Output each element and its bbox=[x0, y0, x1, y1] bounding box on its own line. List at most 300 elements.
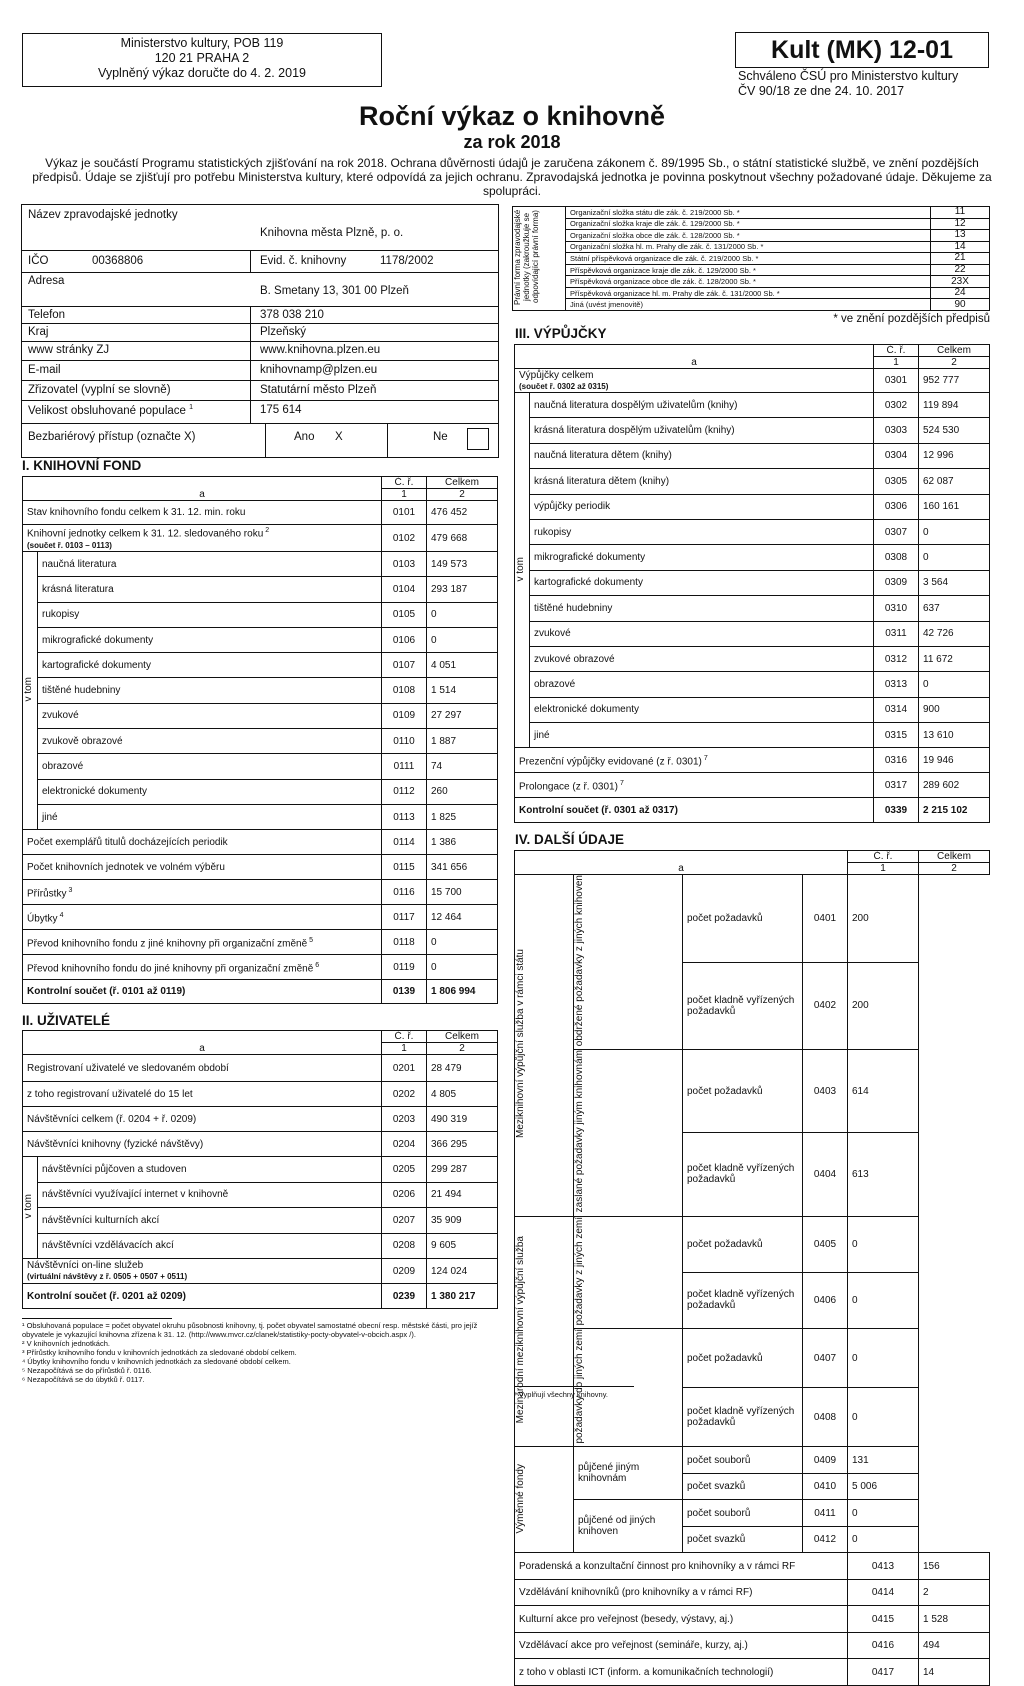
row-label-text: krásná literatura dospělým uživatelům (knihy) bbox=[534, 425, 735, 437]
table-row bbox=[515, 875, 990, 963]
row-code: 0118 bbox=[382, 930, 427, 955]
footnote-6: ⁶ Nezapočítává se do úbytků ř. 0117. bbox=[22, 1375, 145, 1384]
legal-form-code[interactable]: 90 bbox=[931, 299, 990, 311]
population-label bbox=[28, 404, 193, 417]
barrier-yes[interactable]: Ano bbox=[294, 431, 315, 443]
row-value[interactable]: 74 bbox=[427, 754, 498, 779]
row-code: 0101 bbox=[382, 501, 427, 525]
section-other-title: IV. DALŠÍ ÚDAJE bbox=[515, 832, 625, 847]
header-empty bbox=[515, 851, 848, 863]
exchange-label-text: Výměnné fondy bbox=[515, 1463, 526, 1534]
row-label bbox=[38, 653, 382, 678]
row-code: 0317 bbox=[874, 773, 919, 798]
table-row bbox=[23, 1208, 498, 1234]
req-label: počet požadavků bbox=[683, 1328, 803, 1387]
fond-table bbox=[22, 476, 498, 1004]
row-value[interactable]: 1 887 bbox=[427, 729, 498, 754]
row-label-text: zvukové obrazové bbox=[534, 653, 615, 665]
divider bbox=[387, 423, 388, 457]
row-label-text: Počet exemplářů titulů docházejících periodik bbox=[27, 836, 228, 848]
row-label bbox=[23, 980, 382, 1004]
row-label bbox=[515, 1553, 848, 1580]
divider bbox=[22, 250, 498, 251]
borrowed-label: půjčené od jiných knihoven bbox=[574, 1500, 683, 1553]
row-value[interactable]: 200 bbox=[848, 962, 919, 1050]
row-value[interactable]: 2 bbox=[919, 1579, 990, 1606]
approval-note bbox=[738, 69, 958, 99]
email-value[interactable]: knihovnamp@plzen.eu bbox=[260, 364, 378, 376]
table-row bbox=[23, 501, 498, 525]
other-table bbox=[514, 850, 990, 1686]
table-row bbox=[515, 570, 990, 595]
row-value[interactable]: 494 bbox=[919, 1632, 990, 1659]
row-value[interactable]: 13 610 bbox=[919, 723, 990, 748]
table-row bbox=[515, 646, 990, 671]
row-code: 0103 bbox=[382, 552, 427, 577]
legal-form-code[interactable]: 11 bbox=[931, 207, 990, 219]
legal-form-code[interactable]: 12 bbox=[931, 218, 990, 230]
row-code: 0404 bbox=[803, 1133, 848, 1216]
table-row bbox=[515, 1579, 990, 1606]
row-value[interactable]: 614 bbox=[848, 1050, 919, 1133]
row-code: 0409 bbox=[803, 1447, 848, 1474]
footnote-divider bbox=[22, 1318, 172, 1319]
mmvs-label bbox=[515, 1216, 574, 1447]
header-a: a bbox=[23, 1043, 382, 1055]
founder-value[interactable]: Statutární město Plzeň bbox=[260, 384, 377, 396]
legal-form-row[interactable] bbox=[513, 207, 990, 219]
row-value[interactable]: 124 024 bbox=[427, 1259, 498, 1284]
row-code: 0107 bbox=[382, 653, 427, 678]
table-row bbox=[23, 1182, 498, 1208]
table-row bbox=[23, 980, 498, 1004]
table-row bbox=[515, 621, 990, 646]
legal-form-row[interactable] bbox=[513, 241, 990, 253]
footnote-ref: 7 bbox=[619, 780, 624, 788]
row-label bbox=[23, 501, 382, 525]
legal-form-label: Státní příspěvková organizace dle zák. č. 219/2000 Sb. * bbox=[566, 253, 931, 265]
table-row bbox=[23, 779, 498, 804]
row-value[interactable]: 2 215 102 bbox=[919, 798, 990, 823]
row-value[interactable]: 200 bbox=[848, 875, 919, 963]
row-value[interactable]: 0 bbox=[919, 519, 990, 544]
row-label bbox=[515, 798, 874, 823]
population-sup: 1 bbox=[189, 404, 194, 411]
row-label bbox=[38, 754, 382, 779]
table-row bbox=[515, 494, 990, 519]
row-value[interactable]: 11 672 bbox=[919, 646, 990, 671]
header-celkem: Celkem bbox=[427, 477, 498, 489]
row-value[interactable]: 149 573 bbox=[427, 552, 498, 577]
table-row bbox=[23, 703, 498, 728]
table-row bbox=[515, 723, 990, 748]
barrier-yes-mark: X bbox=[335, 431, 343, 443]
row-code: 0206 bbox=[382, 1182, 427, 1208]
row-value[interactable]: 119 894 bbox=[919, 393, 990, 418]
table-row bbox=[23, 1259, 498, 1284]
region-value[interactable]: Plzeňský bbox=[260, 326, 307, 338]
form-code-text: Kult (MK) 12-01 bbox=[771, 36, 953, 64]
row-label-text: návštěvníci kulturních akcí bbox=[42, 1214, 160, 1226]
legal-form-code[interactable]: 22 bbox=[931, 264, 990, 276]
legal-form-code[interactable]: 24 bbox=[931, 287, 990, 299]
row-value[interactable]: 1 386 bbox=[427, 830, 498, 855]
row-value[interactable]: 0 bbox=[848, 1388, 919, 1447]
footnote-4: ⁴ Úbytky knihovního fondu v knihovních jednotkách za sledované období celkem. bbox=[22, 1357, 291, 1366]
table-row bbox=[515, 443, 990, 468]
table-row bbox=[515, 1050, 990, 1133]
legal-form-row[interactable] bbox=[513, 276, 990, 288]
table-row bbox=[23, 955, 498, 980]
from-label-text: požadavky z jiných zemí bbox=[574, 1216, 585, 1325]
row-code: 0417 bbox=[848, 1659, 919, 1686]
row-value[interactable]: 479 668 bbox=[427, 525, 498, 552]
row-code: 0209 bbox=[382, 1259, 427, 1284]
row-value[interactable]: 476 452 bbox=[427, 501, 498, 525]
header-1: 1 bbox=[382, 489, 427, 501]
row-code: 0403 bbox=[803, 1050, 848, 1133]
table-row bbox=[515, 545, 990, 570]
from-label bbox=[574, 1216, 683, 1328]
row-value[interactable]: 637 bbox=[919, 596, 990, 621]
row-label bbox=[23, 1055, 382, 1082]
legal-form-side-label bbox=[513, 207, 566, 311]
divider bbox=[22, 423, 498, 424]
row-code: 0304 bbox=[874, 443, 919, 468]
footnote-ref: 6 bbox=[315, 962, 320, 970]
divider bbox=[22, 380, 498, 381]
row-value[interactable]: 0 bbox=[427, 627, 498, 652]
form-code bbox=[735, 32, 989, 68]
row-code: 0302 bbox=[874, 393, 919, 418]
pos-label: počet kladně vyřízených požadavků bbox=[683, 962, 803, 1050]
legal-form-code[interactable]: 14 bbox=[931, 241, 990, 253]
table-row bbox=[23, 525, 498, 552]
row-code: 0113 bbox=[382, 804, 427, 829]
table-row bbox=[23, 552, 498, 577]
row-label bbox=[38, 1233, 382, 1259]
evid-label: Evid. č. knihovny bbox=[260, 255, 347, 267]
sent-label-text: zaslané požadavky jiným knihovnám bbox=[574, 1050, 585, 1213]
header-cr: Č. ř. bbox=[874, 345, 919, 357]
row-value[interactable]: 341 656 bbox=[427, 855, 498, 880]
req-label: počet požadavků bbox=[683, 875, 803, 963]
evid-value[interactable]: 1178/2002 bbox=[380, 255, 434, 267]
table-row bbox=[515, 469, 990, 494]
row-label-text: Kontrolní součet (ř. 0301 až 0317) bbox=[519, 804, 678, 816]
row-value[interactable]: 0 bbox=[848, 1272, 919, 1328]
row-value[interactable]: 3 564 bbox=[919, 570, 990, 595]
row-value[interactable]: 1 514 bbox=[427, 678, 498, 703]
footnote-divider bbox=[514, 1386, 634, 1387]
row-code: 0102 bbox=[382, 525, 427, 552]
row-value[interactable]: 62 087 bbox=[919, 469, 990, 494]
row-label bbox=[38, 627, 382, 652]
row-value[interactable]: 12 464 bbox=[427, 905, 498, 930]
row-code: 0305 bbox=[874, 469, 919, 494]
row-label-text: Převod knihovního fondu z jiné knihovny při organizační změně bbox=[27, 938, 308, 950]
row-label-text: zvukové bbox=[42, 710, 79, 722]
phone-label: Telefon bbox=[28, 309, 66, 321]
row-label bbox=[530, 596, 874, 621]
header-2: 2 bbox=[427, 489, 498, 501]
row-value[interactable]: 0 bbox=[919, 672, 990, 697]
row-label bbox=[530, 393, 874, 418]
row-label-text: elektronické dokumenty bbox=[534, 704, 640, 716]
table-row bbox=[23, 577, 498, 602]
legal-form-row[interactable] bbox=[513, 287, 990, 299]
mmvs-label-text: Mezinárodní meziknihovní výpůjční služba bbox=[515, 1236, 526, 1424]
legal-form-label: Organizační složka státu dle zák. č. 219/2000 Sb. * bbox=[566, 207, 931, 219]
row-label bbox=[530, 519, 874, 544]
row-value[interactable]: 0 bbox=[848, 1500, 919, 1527]
row-label bbox=[38, 1157, 382, 1183]
legal-form-code[interactable]: 13 bbox=[931, 230, 990, 242]
row-label bbox=[530, 443, 874, 468]
table-row bbox=[23, 804, 498, 829]
row-value[interactable]: 260 bbox=[427, 779, 498, 804]
row-label bbox=[23, 1107, 382, 1132]
row-label bbox=[23, 855, 382, 880]
row-label bbox=[515, 1659, 848, 1686]
table-row bbox=[23, 855, 498, 880]
row-value[interactable]: 0 bbox=[848, 1526, 919, 1553]
name-label: Název zpravodajské jednotky bbox=[28, 209, 178, 221]
web-value[interactable]: www.knihovna.plzen.eu bbox=[260, 344, 381, 356]
row-value[interactable]: 0 bbox=[848, 1328, 919, 1387]
row-value[interactable]: 289 602 bbox=[919, 773, 990, 798]
row-value[interactable]: 293 187 bbox=[427, 577, 498, 602]
row-code: 0315 bbox=[874, 723, 919, 748]
row-label-text: Návštěvníci on-line služeb bbox=[27, 1260, 144, 1271]
row-value[interactable]: 1 825 bbox=[427, 804, 498, 829]
row-value[interactable]: 1 380 217 bbox=[427, 1284, 498, 1309]
header-celkem: Celkem bbox=[919, 851, 990, 863]
row-label-text: Poradenská a konzultační činnost pro knihovníky a v rámci RF bbox=[519, 1560, 796, 1572]
row-label-text: Počet knihovních jednotek ve volném výběru bbox=[27, 861, 225, 873]
vols-label: počet svazků bbox=[683, 1473, 803, 1500]
footnotes bbox=[22, 1321, 506, 1384]
header-empty bbox=[515, 345, 874, 357]
row-label-text: Výpůjčky celkem bbox=[519, 369, 594, 381]
header-a: a bbox=[515, 863, 848, 875]
phone-value[interactable]: 378 038 210 bbox=[260, 309, 324, 321]
row-label bbox=[38, 1182, 382, 1208]
row-label-text: naučná literatura dětem (knihy) bbox=[534, 450, 672, 462]
recipient-line2: 120 21 PRAHA 2 bbox=[154, 51, 250, 65]
mvs-label bbox=[515, 875, 574, 1217]
row-value[interactable]: 0 bbox=[848, 1216, 919, 1272]
row-value[interactable]: 952 777 bbox=[919, 369, 990, 393]
header-cr: Č. ř. bbox=[848, 851, 919, 863]
legal-form-row[interactable] bbox=[513, 299, 990, 311]
table-row bbox=[515, 697, 990, 722]
table-row bbox=[515, 418, 990, 443]
row-label bbox=[530, 570, 874, 595]
row-value[interactable]: 156 bbox=[919, 1553, 990, 1580]
table-row bbox=[515, 596, 990, 621]
legal-form-row[interactable] bbox=[513, 218, 990, 230]
row-label-text: krásná literatura dětem (knihy) bbox=[534, 475, 670, 487]
row-value[interactable]: 21 494 bbox=[427, 1182, 498, 1208]
row-value[interactable]: 299 287 bbox=[427, 1157, 498, 1183]
legal-form-row[interactable] bbox=[513, 264, 990, 276]
row-code: 0301 bbox=[874, 369, 919, 393]
row-label-text: zvukové bbox=[534, 628, 571, 640]
row-value[interactable]: 366 295 bbox=[427, 1132, 498, 1157]
row-label bbox=[23, 525, 382, 552]
web-label: www stránky ZJ bbox=[28, 344, 110, 356]
row-code: 0115 bbox=[382, 855, 427, 880]
legal-form-code[interactable]: 21 bbox=[931, 253, 990, 265]
row-label-text: mikrografické dokumenty bbox=[42, 634, 154, 646]
row-label bbox=[530, 469, 874, 494]
row-code: 0117 bbox=[382, 905, 427, 930]
row-value[interactable]: 15 700 bbox=[427, 880, 498, 905]
row-code: 0314 bbox=[874, 697, 919, 722]
barrier-no-checkbox[interactable] bbox=[467, 428, 489, 450]
row-label bbox=[23, 880, 382, 905]
row-label bbox=[530, 646, 874, 671]
row-value[interactable]: 28 479 bbox=[427, 1055, 498, 1082]
row-value[interactable]: 0 bbox=[427, 930, 498, 955]
founder-label: Zřizovatel (vyplní se slovně) bbox=[28, 384, 171, 396]
address-value[interactable]: B. Smetany 13, 301 00 Plzeň bbox=[260, 285, 409, 297]
row-label-text: tištěné hudebniny bbox=[42, 685, 121, 697]
legal-form-code[interactable]: 23X bbox=[931, 276, 990, 288]
row-value[interactable]: 19 946 bbox=[919, 748, 990, 773]
ico-value[interactable]: 00368806 bbox=[92, 255, 144, 267]
row-code: 0119 bbox=[382, 955, 427, 980]
to-label-text: požadavky do jiných zemí bbox=[574, 1328, 585, 1444]
row-code: 0416 bbox=[848, 1632, 919, 1659]
header-2: 2 bbox=[919, 863, 990, 875]
barrier-no[interactable]: Ne bbox=[433, 431, 448, 443]
row-value[interactable]: 160 161 bbox=[919, 494, 990, 519]
divider bbox=[265, 423, 266, 457]
footnote-1: ¹ Obsluhovaná populace = počet obyvatel okruhu působnosti knihovny, tj. počet obyvatel samostatné obecní resp. městské části, pro jejíž obyvatele je vykazující knihovna zřízena k 31. 12. (http://www.mvcr.cz/clanek/statistiky-pocty-obyvatel-v-obcich.aspx /). bbox=[22, 1321, 478, 1339]
table-row bbox=[23, 1157, 498, 1183]
footnote-2: ² V knihovních jednotkách. bbox=[22, 1339, 110, 1348]
table-row bbox=[515, 519, 990, 544]
pos-label: počet kladně vyřízených požadavků bbox=[683, 1388, 803, 1447]
population-value[interactable]: 175 614 bbox=[260, 404, 302, 416]
legal-form-label: Organizační složka kraje dle zák. č. 129/2000 Sb. * bbox=[566, 218, 931, 230]
row-value[interactable]: 0 bbox=[919, 545, 990, 570]
lent-label: půjčené jiným knihovnám bbox=[574, 1447, 683, 1500]
row-code: 0116 bbox=[382, 880, 427, 905]
row-value[interactable]: 12 996 bbox=[919, 443, 990, 468]
row-code: 0306 bbox=[874, 494, 919, 519]
row-code: 0407 bbox=[803, 1328, 848, 1387]
mvs-label-text: Meziknihovní výpůjční služba v rámci státu bbox=[515, 949, 526, 1139]
row-value[interactable]: 9 605 bbox=[427, 1233, 498, 1259]
header-cr: Č. ř. bbox=[382, 1031, 427, 1043]
legal-form-note: * ve znění pozdějších předpisů bbox=[833, 313, 990, 325]
row-value[interactable]: 900 bbox=[919, 697, 990, 722]
legal-form-table bbox=[512, 206, 990, 311]
row-label bbox=[23, 955, 382, 980]
row-code: 0105 bbox=[382, 602, 427, 627]
page-subtitle: za rok 2018 bbox=[463, 132, 561, 152]
row-code: 0411 bbox=[803, 1500, 848, 1527]
row-code: 0313 bbox=[874, 672, 919, 697]
row-value[interactable]: 4 051 bbox=[427, 653, 498, 678]
row-code: 0106 bbox=[382, 627, 427, 652]
vtom-text: v tom bbox=[515, 556, 526, 581]
row-label-text: Návštěvníci knihovny (fyzické návštěvy) bbox=[27, 1138, 204, 1150]
row-label bbox=[23, 830, 382, 855]
table-row bbox=[23, 1082, 498, 1107]
header-1: 1 bbox=[382, 1043, 427, 1055]
sent-label bbox=[574, 1050, 683, 1216]
to-label bbox=[574, 1328, 683, 1447]
row-label bbox=[23, 930, 382, 955]
row-value[interactable]: 524 530 bbox=[919, 418, 990, 443]
row-value[interactable]: 490 319 bbox=[427, 1107, 498, 1132]
row-label bbox=[38, 1208, 382, 1234]
table-row bbox=[23, 1132, 498, 1157]
row-value[interactable]: 14 bbox=[919, 1659, 990, 1686]
table-row bbox=[23, 930, 498, 955]
row-label-text: Registrovaní uživatelé ve sledovaném období bbox=[27, 1062, 229, 1074]
header-1: 1 bbox=[874, 357, 919, 369]
received-label-text: obdržené požadavky z jiných knihoven bbox=[574, 875, 585, 1047]
row-value[interactable]: 35 909 bbox=[427, 1208, 498, 1234]
row-label bbox=[23, 1132, 382, 1157]
row-label-text: elektronické dokumenty bbox=[42, 786, 148, 798]
row-code: 0202 bbox=[382, 1082, 427, 1107]
row-value[interactable]: 131 bbox=[848, 1447, 919, 1474]
name-value[interactable]: Knihovna města Plzně, p. o. bbox=[260, 227, 404, 239]
row-sublabel: (virtuální návštěvy z ř. 0505 + 0507 + 0511) bbox=[27, 1272, 188, 1281]
row-value[interactable]: 0 bbox=[427, 602, 498, 627]
row-code: 0308 bbox=[874, 545, 919, 570]
row-value[interactable]: 0 bbox=[427, 955, 498, 980]
row-label bbox=[38, 779, 382, 804]
row-value[interactable]: 613 bbox=[848, 1133, 919, 1216]
row-code: 0201 bbox=[382, 1055, 427, 1082]
table-row bbox=[515, 1216, 990, 1272]
table-row bbox=[23, 1233, 498, 1259]
table-row bbox=[515, 798, 990, 823]
row-value[interactable]: 5 006 bbox=[848, 1473, 919, 1500]
row-label-text: Knihovní jednotky celkem k 31. 12. sledovaného roku bbox=[27, 528, 264, 540]
legal-form-row[interactable] bbox=[513, 230, 990, 242]
row-code: 0239 bbox=[382, 1284, 427, 1309]
row-code: 0405 bbox=[803, 1216, 848, 1272]
footnote-7: ⁷ Vyplňují všechny knihovny. bbox=[514, 1390, 609, 1399]
row-code: 0310 bbox=[874, 596, 919, 621]
header-celkem: Celkem bbox=[919, 345, 990, 357]
row-value[interactable]: 1 528 bbox=[919, 1606, 990, 1633]
row-label bbox=[38, 729, 382, 754]
row-label-text: naučná literatura bbox=[42, 558, 117, 570]
legal-form-row[interactable] bbox=[513, 253, 990, 265]
header-1: 1 bbox=[848, 863, 919, 875]
row-code: 0311 bbox=[874, 621, 919, 646]
row-value[interactable]: 27 297 bbox=[427, 703, 498, 728]
row-value[interactable]: 4 805 bbox=[427, 1082, 498, 1107]
row-code: 0110 bbox=[382, 729, 427, 754]
row-label-text: kartografické dokumenty bbox=[534, 577, 643, 589]
row-code: 0316 bbox=[874, 748, 919, 773]
row-label-text: tištěné hudebniny bbox=[534, 602, 613, 614]
row-value[interactable]: 1 806 994 bbox=[427, 980, 498, 1004]
row-value[interactable]: 42 726 bbox=[919, 621, 990, 646]
table-row bbox=[23, 678, 498, 703]
ico-label: IČO bbox=[28, 255, 49, 267]
